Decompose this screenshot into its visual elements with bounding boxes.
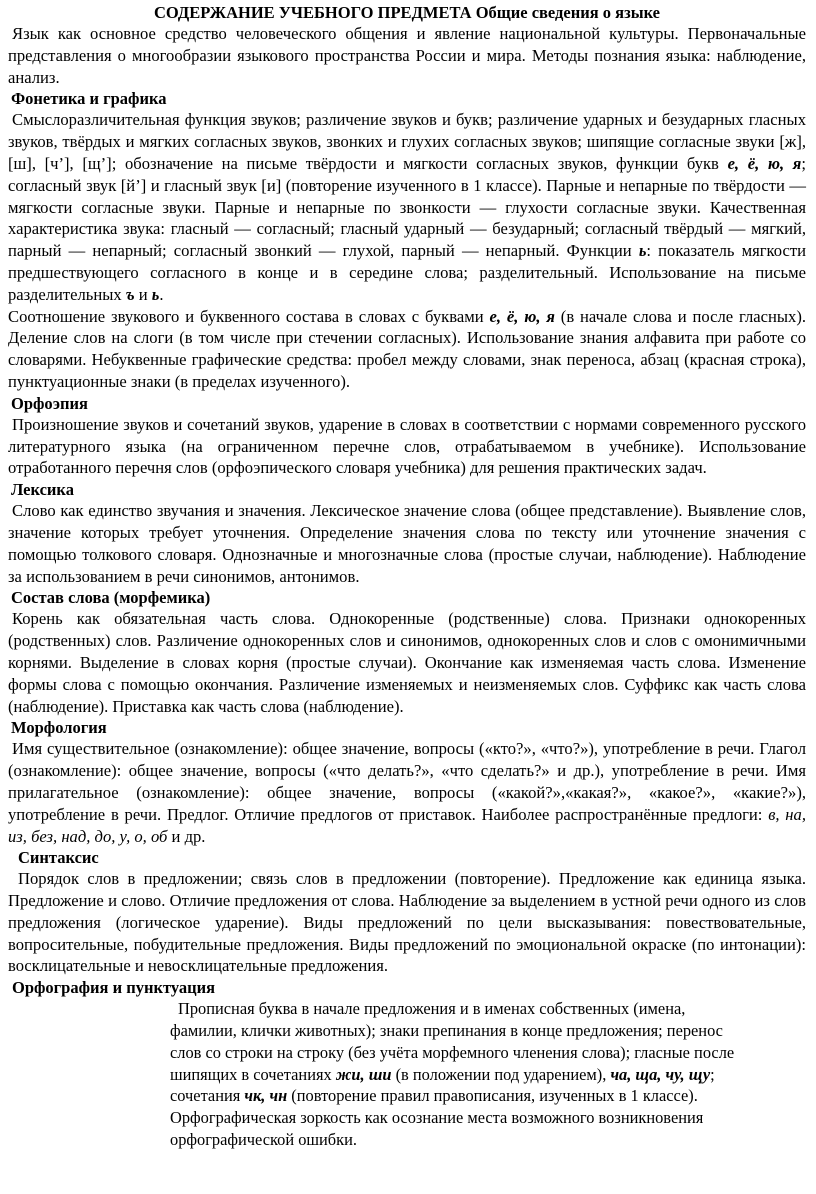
orthography-text-d: (повторение правил правописания, изученных в 1 классе). Орфографическая зоркость как осознание места возможного возникновения орфографической ошибки. xyxy=(170,1086,704,1150)
lexicon-paragraph: Слово как единство звучания и значения. Лексическое значение слова (общее представление). Выявление слов, значение которых требует уточнения. Определение значения слова по тексту или уточнение значения с помощью толкового словаря. Однозначные и многозначные слова (простые случаи, наблюдение). Наблюдение за использованием в речи синонимов, антонимов. xyxy=(8,501,806,586)
phonetics-text-a: Смыслоразличительная функция звуков; различение звуков и букв; различение ударных и безударных гласных звуков, твёрдых и мягких согласных звуков, звонких и глухих согласных звуков; шипящие согласные звуки [ж], [ш], [ч’], [щ’]; обозначение на письме твёрдости и мягкости согласных звуков, функции букв xyxy=(8,110,806,173)
phonetics-paragraph-1 xyxy=(8,109,806,305)
syntax-paragraph: Порядок слов в предложении; связь слов в предложении (повторение). Предложение как единица языка. Предложение и слово. Отличие предложения от слова. Наблюдение за выделением в устной речи одного из слов предложения (логическое ударение). Виды предложений по цели высказывания: повествовательные, вопросительные, побудительные предложения. Виды предложений по эмоциональной окраске (по интонации): восклицательные и невосклицательные предложения. xyxy=(8,869,806,976)
combo-zhi-shi: жи, ши xyxy=(335,1064,392,1084)
heading-morphology: Морфология xyxy=(11,718,107,738)
morphology-paragraph xyxy=(8,738,806,847)
soft-sign: ь xyxy=(638,241,647,261)
orthography-paragraph xyxy=(170,998,740,1151)
heading-syntax: Синтаксис xyxy=(18,848,99,868)
phonetics-text-c: : показатель мягкости предшествующего согласного в конце и в середине слова; разделительный. Использование на письме разделительных xyxy=(8,241,806,304)
phonetics-p2-text-b: (в начале слова и после гласных). Деление слов на слоги (в том числе при стечении согласных). Использование знания алфавита при работе со словарями. Небуквенные графические средства: пробел между словами, знак переноса, абзац (красная строка), пунктуационные знаки (в пределах изученного). xyxy=(8,306,806,391)
morphology-text-a: Имя существительное (ознакомление): общее значение, вопросы («кто?», «что?»), употребление в речи. Глагол (ознакомление): общее значение, вопросы («что делать?», «что сделать?» и др.), употребление в речи. Имя прилагательное (ознакомление): общее значение, вопросы («какой?»,«какая?», «какое?», «какие?»), употребление в речи. Предлог. Отличие предлогов от приставок. Наиболее распространённые предлоги: xyxy=(8,739,806,824)
heading-phonetics: Фонетика и графика xyxy=(11,89,167,109)
phonetics-paragraph-2 xyxy=(8,306,806,393)
morphology-text-b: и др. xyxy=(167,826,206,846)
letters-e-yo-yu-ya: е, ё, ю, я xyxy=(727,153,802,173)
combo-cha-scha-chu-schu: ча, ща, чу, щу xyxy=(610,1064,711,1084)
heading-orthography: Орфография и пунктуация xyxy=(12,978,216,998)
orthoepy-paragraph: Произношение звуков и сочетаний звуков, ударение в словах в соответствии с нормами современного русского литературного языка (на ограниченном перечне слов, отрабатываемом в учебнике). Использование отработанного перечня слов (орфоэпического словаря учебника) для решения практических задач. xyxy=(8,414,806,478)
intro-paragraph: Язык как основное средство человеческого общения и явление национальной культуры. Первоначальные представления о многообразии языкового пространства России и мира. Методы познания языка: наблюдение, анализ. xyxy=(8,24,806,87)
phonetics-and: и xyxy=(134,284,152,304)
heading-orthoepy: Орфоэпия xyxy=(11,393,88,413)
phonetics-text-b: ; согласный звук [й’] и гласный звук [и] (повторение изученного в 1 классе). Парные и непарные по твёрдости — мягкости согласные звуки. Парные и непарные по звонкости — глухости согласные звуки. Качественная характеристика звука: гласный — согласный; гласный ударный — безударный; согласный твёрдый — мягкий, парный — непарный; согласный звонкий — глухой, парный — непарный. Функции xyxy=(8,153,806,261)
phonetics-p2-text-a: Соотношение звукового и буквенного состава в словах с буквами xyxy=(8,306,490,326)
hard-sign: ъ xyxy=(125,284,135,304)
phonetics-end: . xyxy=(159,284,164,304)
heading-morphemics: Состав слова (морфемика) xyxy=(11,588,211,608)
orthography-text-b: (в положении под ударением), xyxy=(391,1064,611,1084)
prepositions-list: в, на, из, без, над, до, у, о, об xyxy=(8,804,806,846)
heading-lexicon: Лексика xyxy=(11,480,74,500)
letters-e-yo-yu-ya-2: е, ё, ю, я xyxy=(489,306,555,326)
morphemics-paragraph: Корень как обязательная часть слова. Однокоренные (родственные) слова. Признаки однокоренных (родственных) слов. Различение однокоренных слов и синонимов, однокоренных слов и слов с омонимичными корнями. Выделение в словах корня (простые случаи). Окончание как изменяемая часть слова. Изменение формы слова с помощью окончания. Различение изменяемых и неизменяемых слов. Суффикс как часть слова (наблюдение). Приставка как часть слова (наблюдение). xyxy=(8,609,806,716)
orthography-text-a: Прописная буква в начале предложения и в именах собственных (имена, фамилии, клички животных); знаки препинания в конце предложения; перенос слов со строки на строку (без учёта морфемного членения слова); гласные после шипящих в сочетаниях xyxy=(170,999,735,1084)
orthography-text-c: ; сочетания xyxy=(170,1064,715,1106)
combo-chk-chn: чк, чн xyxy=(244,1086,288,1106)
document-page xyxy=(8,2,806,1151)
document-title: СОДЕРЖАНИЕ УЧЕБНОГО ПРЕДМЕТА Общие сведения о языке xyxy=(153,3,660,22)
soft-sign-2: ь xyxy=(151,284,160,304)
